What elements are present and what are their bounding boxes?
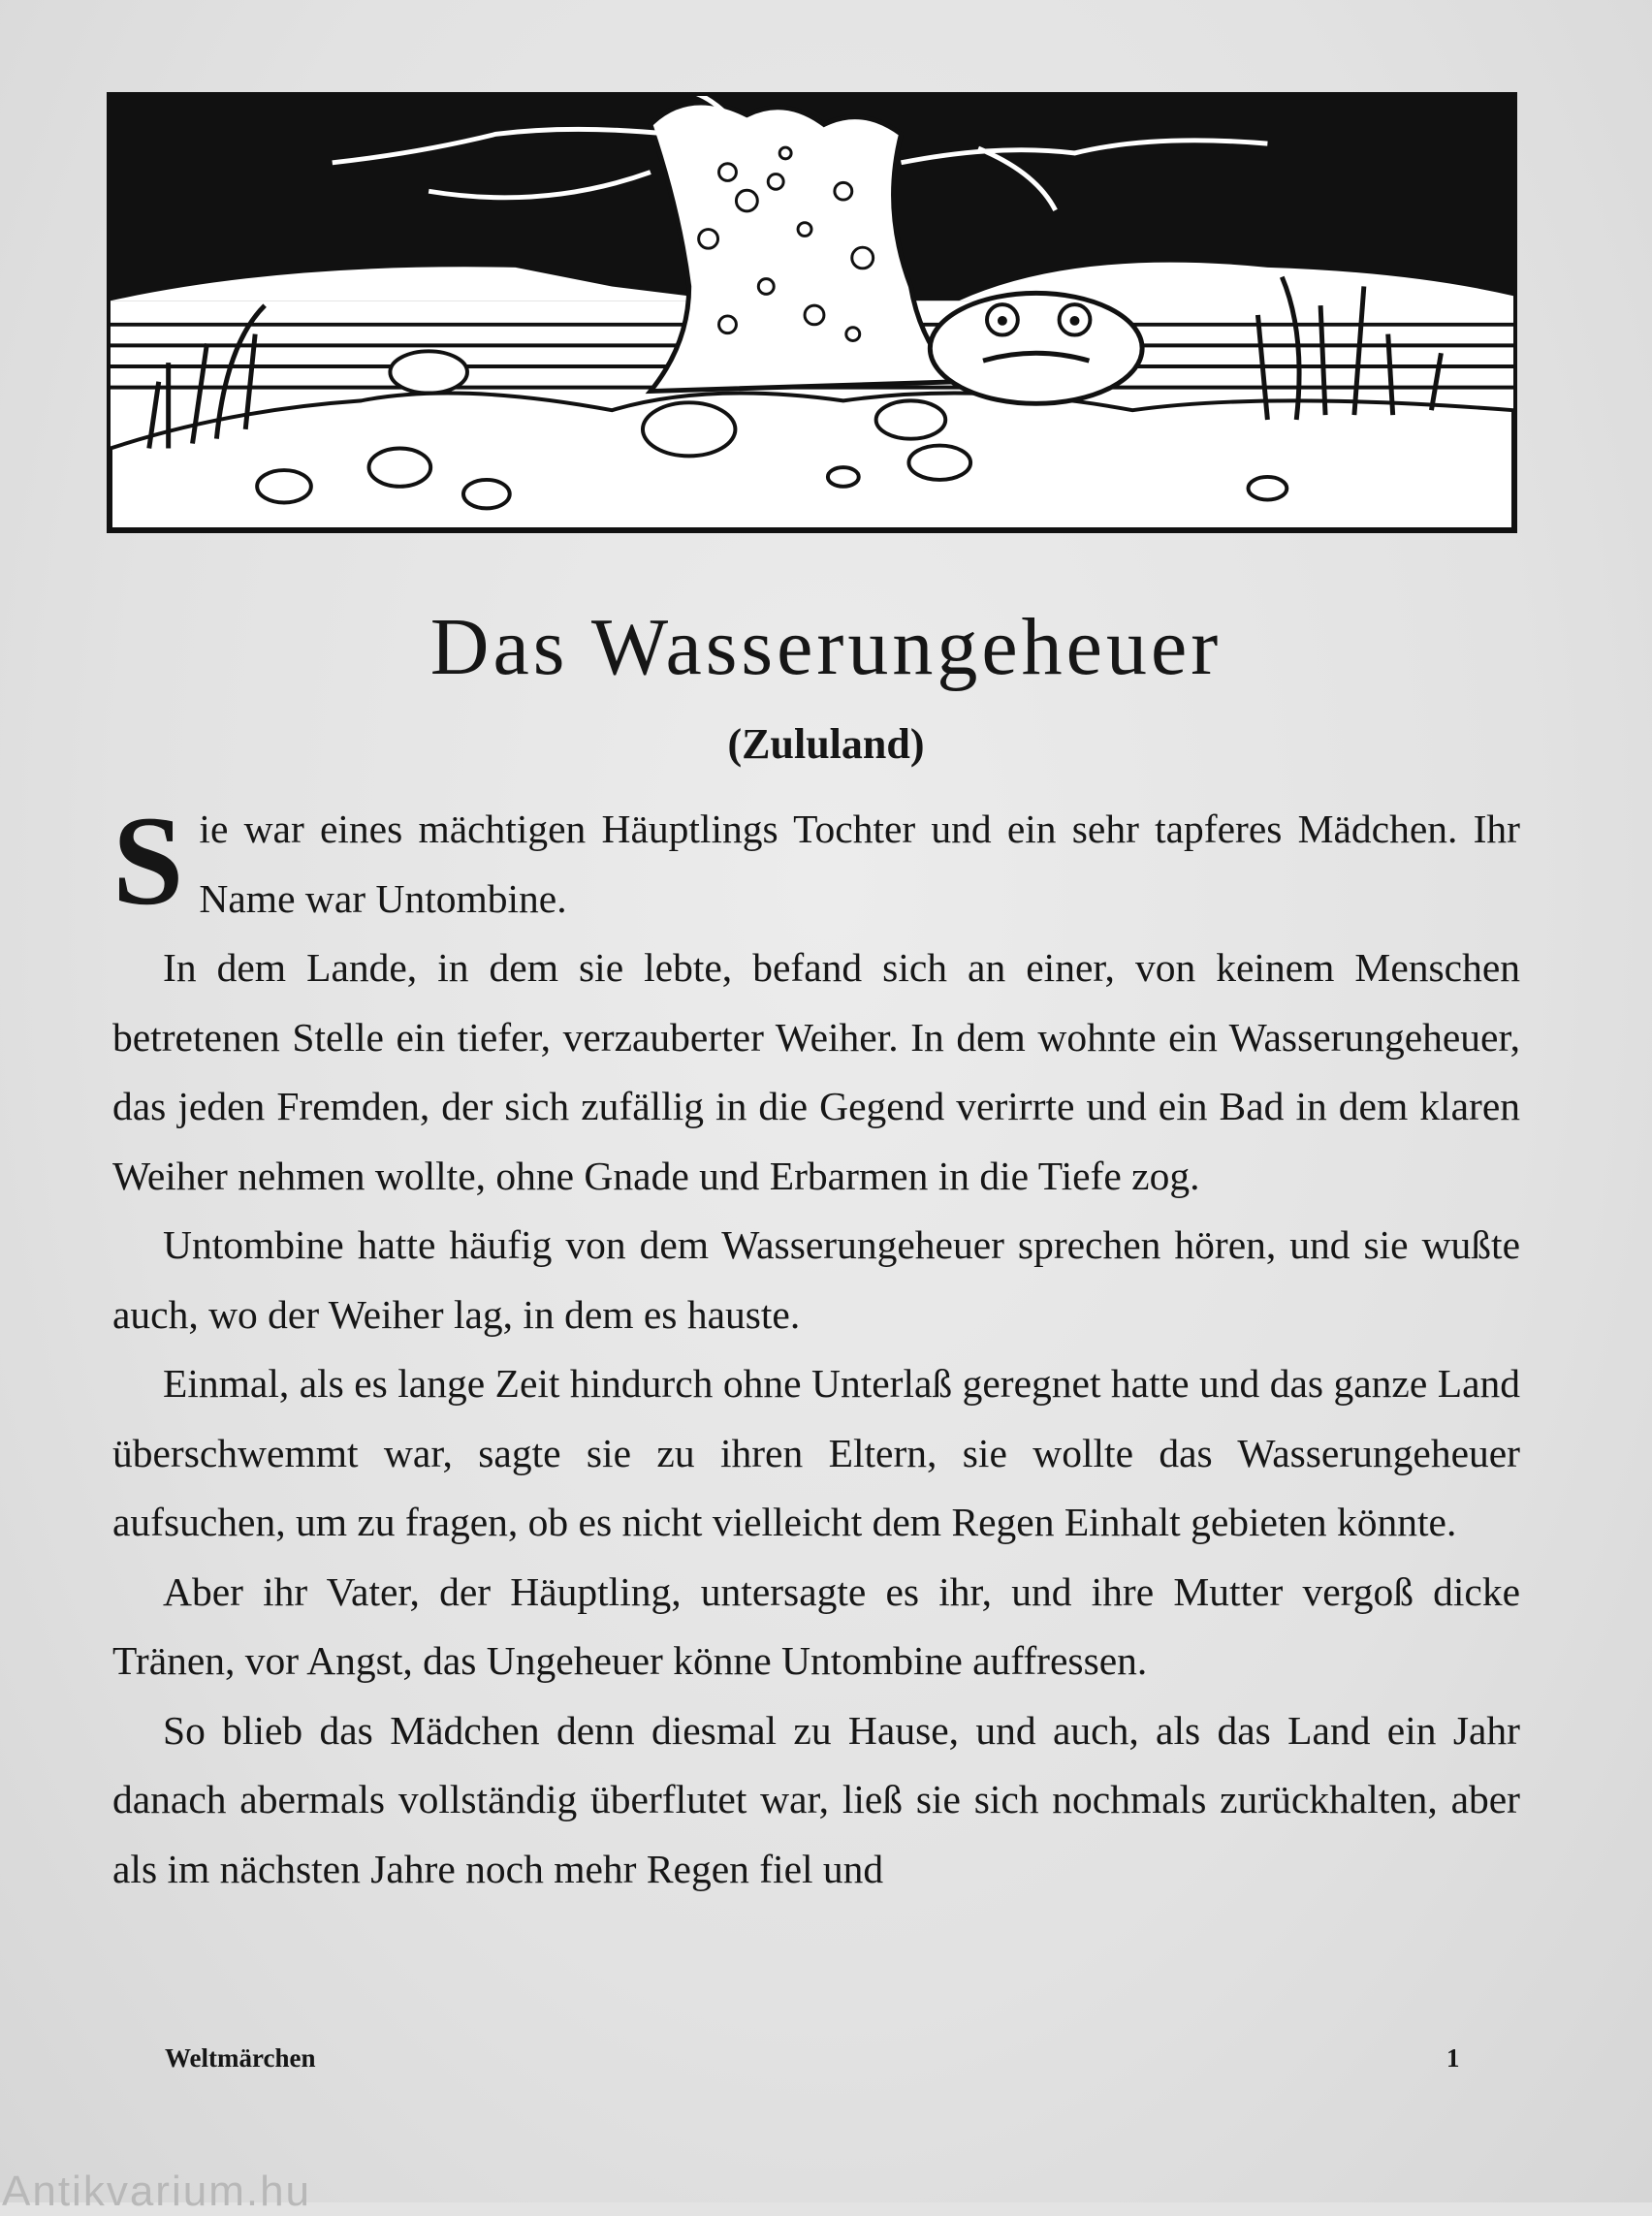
paragraph-5: Aber ihr Vater, der Häuptling, untersagte es ihr, und ihre Mutter vergoß dicke Tränen, vor Angst, das Ungeheuer könne Untombine auffressen. (112, 1568, 1520, 1683)
watermark: Antikvarium.hu (2, 2168, 312, 2215)
paragraph-6: So blieb das Mädchen denn diesmal zu Hause, und auch, als das Land ein Jahr danach abermals vollständig überflutet war, ließ sie sich nochmals zurückhalten, aber als im nächsten Jahre noch mehr Regen fiel und (112, 1707, 1520, 1891)
header-woodcut-illustration (107, 92, 1517, 533)
story-body (112, 789, 1520, 1904)
story-subtitle: (Zululand) (727, 720, 925, 768)
paragraph-1-text: ie war eines mächtigen Häuptlings Tochter und ein sehr tapferes Mädchen. Ihr Name war Untombine. (199, 807, 1520, 921)
paragraph-1 (112, 789, 1520, 934)
footer-page-number: 1 (1446, 2043, 1460, 2073)
story-title: Das Wasserungeheuer (429, 602, 1223, 692)
water-monster (930, 293, 1142, 403)
paragraph-3: Untombine hatte häufig von dem Wasserungeheuer sprechen hören, und sie wußte auch, wo der Weiher lag, in dem es hauste. (112, 1222, 1520, 1337)
drop-cap: S (112, 789, 184, 932)
paragraph-2: In dem Lande, in dem sie lebte, befand sich an einer, von keinem Menschen betretenen Stelle ein tiefer, verzauberter Weiher. In dem wohnte ein Wasserungeheuer, das jeden Fremden, der sich zufällig in die Gegend verirrte und ein Bad in dem klaren Weiher nehmen wollte, ohne Gnade und Erbarmen in die Tiefe zog. (112, 945, 1520, 1198)
ground (111, 394, 1513, 529)
footer-book-title: Weltmärchen (165, 2043, 316, 2073)
woodcut-scene (111, 96, 1513, 529)
paragraph-4: Einmal, als es lange Zeit hindurch ohne Unterlaß geregnet hatte und das ganze Land überschwemmt war, sagte sie zu ihren Eltern, sie wollte das Wasserungeheuer aufsuchen, um zu fragen, ob es nicht vielleicht dem Regen Einhalt gebieten könnte. (112, 1361, 1520, 1544)
